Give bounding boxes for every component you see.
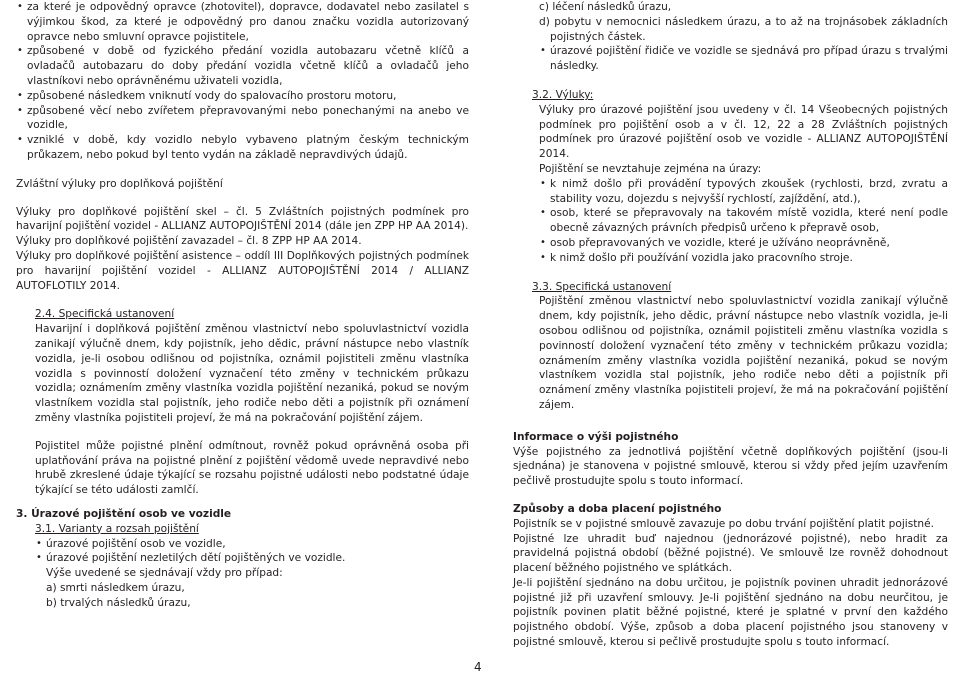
section-heading: 3. Úrazové pojištění osob ve vozidle [16, 507, 232, 520]
section-heading: Zvláštní výluky pro doplňková pojištění [16, 177, 223, 190]
list-item: • osob, které se přepravovaly na takovém místě vozidla, které není podle obecně závazných právních předpisů určeno k přepravě osob, [539, 206, 948, 236]
exclusions-list [539, 177, 948, 266]
page-number: 4 [474, 660, 482, 674]
paragraph: Pojištění změnou vlastnictví nebo spoluvlastnictví vozidla zanikají výlučně dnem, kdy pojistník, jeho dědic, právní nástupce nebo vlastník vozidla, je-li osobou odlišnou od pojistníka, oznámil pojistiteli změnu vlastníka vozidla s povinností doložení vyznačení této změny v technickém průkazu vozidla; oznámením změny vlastníka vozidla pojištění nezaniká, pokud se novým vlastníkem vozidla stal pojistník, jeho rodiče nebo děti a pojistník při oznámení změny vlastníka pojistiteli projeví, že má na pokračování pojištění zájem. [539, 295, 948, 411]
section-heading: Informace o výši pojistného [513, 430, 679, 443]
paragraph: b) trvalých následků úrazu, [46, 596, 191, 609]
paragraph: Výluky pro úrazové pojištění jsou uvedeny v čl. 14 Všeobecných pojistných podmínek pro pojištění osob a v čl. 12, 22 a 28 Zvláštních pojistných podmínek pro úrazové pojištění osob ve vozidle - ALLIANZ AUTOPOJIŠTĚNÍ 2014. [539, 103, 948, 161]
paragraph: Výše uvedené se sjednávají vždy pro případ: [46, 567, 283, 580]
list-item: • k nimž došlo při používání vozidla jako pracovního stroje. [539, 251, 948, 266]
paragraph: a) smrti následkem úrazu, [46, 581, 185, 594]
paragraph: Výše pojistného za jednotlivá pojištění včetně doplňkových pojištění (jsou-li sjednána) je stanovena v pojistné smlouvě, kterou si vždy před jejím uzavřením pečlivě prostudujte spolu s touto informací. [513, 445, 948, 488]
section-heading: 3.3. Specifická ustanovení [532, 280, 672, 293]
paragraph: Pojistník se v pojistné smlouvě zavazuje po dobu trvání pojištění platit pojistné. [513, 517, 934, 530]
paragraph: Výluky pro doplňkové pojištění skel – čl. 5 Zvláštních pojistných podmínek pro havarijní pojištění vozidel - ALLIANZ AUTOPOJIŠTĚNÍ 2014 (dále jen ZPP HP AA 2014). [16, 205, 469, 233]
list-item: • osob přepravovaných ve vozidle, které je užíváno neoprávněně, [539, 236, 948, 251]
list-item: • úrazové pojištění nezletilých dětí pojištěných ve vozidle. [35, 551, 469, 566]
paragraph: Havarijní i doplňková pojištění změnou vlastnictví nebo spoluvlastnictví vozidla zanikají výlučně dnem, kdy pojistník, jeho dědic, právní nástupce nebo vlastník vozidla, je-li osobou odlišnou od pojistníka, oznámil pojistiteli změnu vlastníka vozidla s povinností doložení vyznačení této změny v technickém průkazu vozidla; oznámením změny vlastníka vozidla pojištění nezaniká, pokud se novým vlastníkem vozidla stal pojistník, jeho rodiče nebo děti a pojistník při oznámení změny vlastníka pojistiteli projeví, že má na pokračování pojištění zájem. [35, 323, 469, 424]
paragraph: Pojistné lze uhradit buď najednou (jednorázové pojistné), nebo hradit za pravidelná pojistná období (běžné pojistné). Ve smlouvě lze rovněž dohodnout placení běžného pojistného ve splátkách. [513, 532, 948, 575]
list-item: • způsobené následkem vniknutí vody do spalovacího prostoru motoru, [16, 89, 469, 104]
driver-list [539, 44, 948, 74]
section-heading: 2.4. Specifická ustanovení [35, 308, 175, 321]
list-item: • za které je odpovědný opravce (zhotovitel), dopravce, dodavatel nebo zasilatel s výjimkou škod, za které je odpovědný pro danou značku vozidla autorizovaný opravce nebo smluvní opravce pojistitele, [16, 0, 469, 44]
list-item: • vzniklé v době, kdy vozidlo nebylo vybaveno platným českým technickým průkazem, nebo pokud byl tento vydán na základě nepravdivých údajů. [16, 133, 469, 163]
section-heading: Způsoby a doba placení pojistného [513, 502, 722, 515]
paragraph: Výluky pro doplňkové pojištění zavazadel – čl. 8 ZPP HP AA 2014. [16, 235, 362, 248]
paragraph: Pojistitel může pojistné plnění odmítnout, rovněž pokud oprávněná osoba při uplatňování práva na pojistné plnění z pojištění vědomě uvede nepravdivé nebo hrubě zkreslené údaje týkající se rozsahu pojistné události nebo podstatné údaje týkající se této události zamlčí. [35, 439, 469, 497]
section-heading: 3.1. Varianty a rozsah pojištění [35, 522, 199, 535]
paragraph: d) pobytu v nemocnici následkem úrazu, a to až na trojnásobek základních pojistných částek. [539, 15, 948, 43]
paragraph: Je-li pojištění sjednáno na dobu určitou, je pojistník povinen uhradit jednorázové pojistné již při uzavření smlouvy. Je-li pojištění sjednáno na dobu neurčitou, je pojistník povinen platit běžné pojistné, které je splatné v první den každého pojistného období. Výše, způsob a doba placení pojistného jsou stanoveny v pojistné smlouvě, kterou si pečlivě prostudujte spolu s touto informací. [513, 576, 948, 649]
list-item: • k nimž došlo při provádění typových zkoušek (rychlosti, brzd, zvratu a stability vozu, dojezdu s nejvyšší rychlostí, zajíždění, atd.), [539, 177, 948, 207]
paragraph: c) léčení následků úrazu, [539, 1, 672, 13]
right-column [513, 0, 948, 650]
coverage-list [35, 537, 469, 567]
paragraph: Pojištění se nevztahuje zejména na úrazy: [539, 162, 762, 175]
section-heading: 3.2. Výluky: [532, 88, 594, 101]
list-item: • způsobené v době od fyzického předání vozidla autobazaru včetně klíčů a ovladačů autobazaru do doby předání vozidla včetně klíčů a ovladačů jeho vlastníkovi nebo oprávněnému uživateli vozidla, [16, 44, 469, 88]
left-column [16, 0, 469, 610]
exclusions-list [16, 0, 469, 163]
list-item: • úrazové pojištění osob ve vozidle, [35, 537, 469, 552]
list-item: • úrazové pojištění řidiče ve vozidle se sjednává pro případ úrazu s trvalými následky. [539, 44, 948, 74]
paragraph: Výluky pro doplňkové pojištění asistence – oddíl III Doplňkových pojistných podmínek pro havarijní pojištění vozidel - ALLIANZ AUTOPOJIŠTĚNÍ 2014 / ALLIANZ AUTOFLOTILY 2014. [16, 249, 469, 292]
list-item: • způsobené věcí nebo zvířetem přepravovanými nebo ponechanými na anebo ve vozidle, [16, 104, 469, 134]
